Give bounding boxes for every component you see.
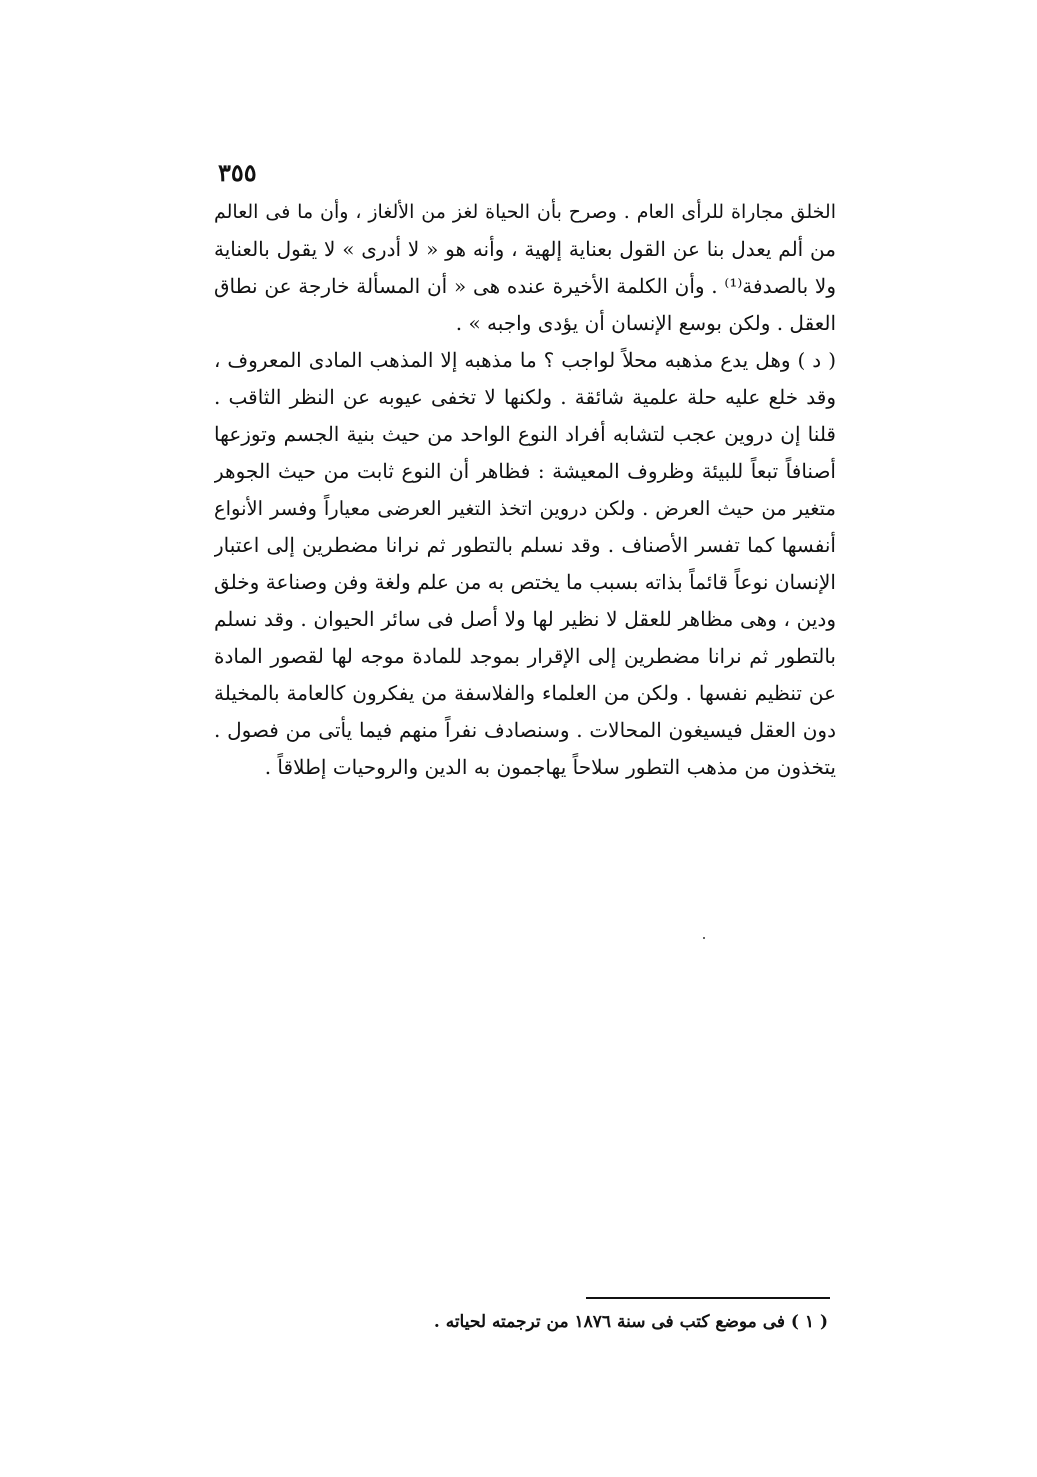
footnote: ( ١ ) فى موضع كتب فى سنة ١٨٧٦ من ترجمته لحياته . [433, 1312, 828, 1332]
page-number: ٣٥٥ [218, 158, 257, 187]
paragraph [214, 342, 836, 786]
text-line: الإنسان نوعاً قائماً بذاته بسبب ما يختص به من علم ولغة وفن وصناعة وخلق [214, 570, 836, 594]
text-line: متغير من حيث العرض . ولكن دروين اتخذ التغير العرضى معياراً وفسر الأنواع [214, 497, 836, 520]
text-line: عن تنظيم نفسها . ولكن من العلماء والفلاسفة من يفكرون كالعامة بالمخيلة [214, 681, 836, 705]
scan-speck [703, 937, 705, 939]
text-line: بالتطور ثم نرانا مضطرين إلى الإقرار بموجد للمادة موجه لها لقصور المادة [214, 644, 836, 668]
text-line: من ألم يعدل بنا عن القول بعناية إلهية ، وأنه هو « لا أدرى » لا يقول بالعناية [214, 237, 836, 261]
text-line: الخلق مجاراة للرأى العام . وصرح بأن الحياة لغز من الألغاز ، وأن ما فى العالم [214, 201, 836, 223]
text-line: العقل . ولكن بوسع الإنسان أن يؤدى واجبه » . [455, 311, 836, 335]
text-line: أصنافاً تبعاً للبيئة وظروف المعيشة : فظاهر أن النوع ثابت من حيث الجوهر [214, 459, 836, 483]
text-line: قلنا إن دروين عجب لتشابه أفراد النوع الواحد من حيث بنية الجسم وتوزعها [214, 422, 836, 446]
paragraph [214, 194, 836, 342]
text-line: أنفسها كما تفسر الأصناف . وقد نسلم بالتطور ثم نرانا مضطرين إلى اعتبار [214, 533, 836, 557]
body-text [214, 194, 836, 786]
text-line: ولا بالصدفة⁽¹⁾ . وأن الكلمة الأخيرة عنده هى « أن المسألة خارجة عن نطاق [214, 274, 836, 298]
footnote-divider [586, 1297, 830, 1299]
text-line: وقد خلع عليه حلة علمية شائقة . ولكنها لا تخفى عيوبه عن النظر الثاقب . [214, 385, 836, 409]
text-line: يتخذون من مذهب التطور سلاحاً يهاجمون به الدين والروحيات إطلاقاً . [264, 755, 836, 779]
text-line: ( د ) وهل يدع مذهبه محلاً لواجب ؟ ما مذهبه إلا المذهب المادى المعروف ، [214, 348, 836, 372]
text-line: ودين ، وهى مظاهر للعقل لا نظير لها ولا أصل فى سائر الحيوان . وقد نسلم [214, 607, 836, 631]
text-line: دون العقل فيسيغون المحالات . وسنصادف نفراً منهم فيما يأتى من فصول . [214, 718, 836, 742]
